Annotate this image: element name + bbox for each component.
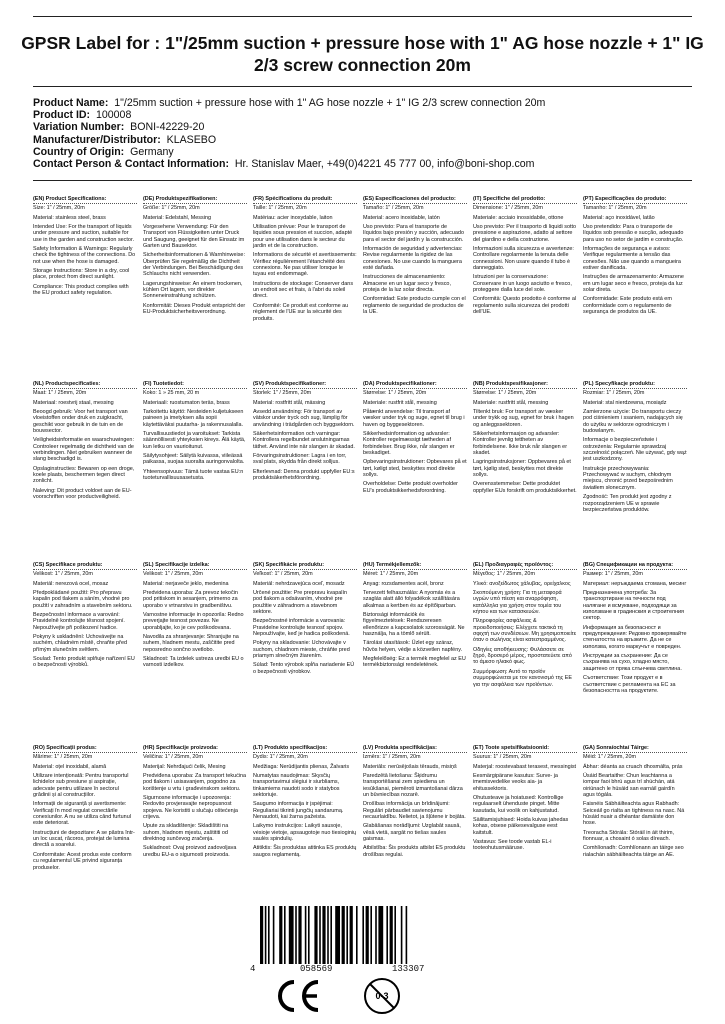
barcode	[258, 906, 468, 964]
origin-row: Country of Origin: Germany	[33, 145, 174, 158]
lang-block: (EN) Product Specifications: Size: 1" / 25mm, 20m Material: stainless steel, brass Intended Use: For the transport of liquids under pressure and suction, suitable for use in the garden and construction sector. Safety Information & Warnings: Regularly check the tightness of the connections. Do not use when the hose is damaged. Storage Instructions: Store in a dry, cool place, protect from direct sunlight. Compliance: This product complies with the EU product safety regulation.	[33, 196, 136, 297]
lang-block: (ES) Especificaciones del producto: Tamaño: 1" / 25mm, 20m Material: acero inoxidable, latón Uso previsto: Para el transporte de líquidos bajo presión y succión, adecuado para el sector del jardín y la construcción. Información de seguridad y advertencias: Revise regularmente la rigidez de las conexiones. No use cuando la manguera esté dañada. Instrucciones de almacenamiento: Almacene en un lugar seco y fresco, proteja de la luz solar directa. Conformidad: Este producto cumple con el reglamento de seguridad de productos de la UE.	[363, 196, 466, 316]
variation-row: Variation Number: BONI-42229-20	[33, 121, 205, 134]
barcode-bar	[322, 906, 325, 964]
barcode-bar	[273, 906, 275, 964]
barcode-bar	[330, 906, 332, 964]
lang-block: (SL) Specifikacije izdelka: Velikost: 1" / 25mm, 20m Material: nerjaveče jeklo, medenina Predvidena uporaba: Za prevoz tekočin pod pritiskom in sesanjem, primerno za uporabo v vrtnarstvu in gradbeništvu. Varnostne informacije in opozorila: Redno preverjajte tesnost povezav. Ne uporabljajte, ko je cev poškodovana. Navodila za shranjevanje: Shranjujte na suhem, hladnem mestu, zaščitite pred neposredno sončno svetlobo. Skladnost: Ta izdelek ustreza uredbi EU o varnosti izdelkov.	[143, 562, 247, 672]
barcode-bar	[305, 906, 307, 964]
barcode-bar	[319, 906, 321, 964]
product-name-row: Product Name: 1"/25mm suction + pressure hose with 1" AG hose nozzle + 1" IG 2/3 screw connection 20m	[33, 97, 546, 109]
barcode-bar	[386, 906, 388, 964]
barcode-bar	[378, 906, 383, 964]
lang-block: (FR) Spécifications du produit: Taille: 1" / 25mm, 20m Matériau: acier inoxydable, laiton Utilisation prévue: Pour le transport de liquides sous pression et succion, adapté pour une utilisation dans le secteur du jardin et de la construction. Informations de sécurité et avertissements: Vérifiez régulièrement l'étanchéité des connexions. Ne pas utiliser lorsque le tuyau est endommagé. Instructions de stockage: Conserver dans un endroit sec et frais, à l'abri du soleil direct. Conformité: Ce produit est conforme au règlement de l'UE sur la sécurité des produits.	[253, 196, 357, 322]
contact-row: Contact Person & Contact Information: Hr. Stanislav Maer, +49(0)4221 45 777 00, info@boni-shop.com	[33, 158, 535, 171]
barcode-bar	[342, 906, 345, 964]
title-rule-top	[33, 16, 692, 17]
lang-block: (ET) Toote spetsifikatsioonid: Suurus: 1" / 25mm, 20m Materjal: roostevabast terasest, messingist Eesmärgipärane kasutus: Surve- ja imemisvedelike veoks aia- ja ehitussektoris. Ohutusteave ja hoiatused: Kontrollige regulaarselt ühenduste pinget. Mitte kasutada, kui voolik on kahjustatud. Säilitamisjuhised: Hoida kuivas jahedas kohas, otsese päikesevalguse eest kaitstult. Vastavus: See toode vastab EL-i tooteohutusmääruse.	[473, 745, 577, 852]
lang-block: (SV) Produktspecifikationer: Storlek: 1" / 25mm, 20m Material: rostfritt stål, mässing Avsedd användning: För transport av vätskor under tryck och sug, lämplig för användning i trädgården och byggsektorn. Säkerhetsinformation och varningar: Kontrollera regelbundet anslutningarnas täthet. Använd inte när slangen är skadad. Förvaringsinstruktioner: Lagra i en torr, sval plats, skydda från direkt solljus. Efterlevnad: Denna produkt uppfyller EU:s produktsäkerhetsförordning.	[253, 381, 357, 484]
barcode-bar	[401, 906, 403, 964]
page-title: GPSR Label for : 1"/25mm suction + pressure hose with 1" AG hose nozzle + 1" IG 2/3 screw connection 20m	[21, 33, 704, 75]
barcode-bar	[260, 906, 263, 964]
barcode-bar	[350, 906, 353, 964]
barcode-bar	[366, 906, 369, 964]
lang-block: (LT) Produkto specifikacijos: Dydis: 1" / 25mm, 20m Medžiaga: Nerūdijantis plienas, Žalvaris Numatytas naudojimas: Skysčių transportavimui slėgiui ir siurbliams, tinkamiems naudoti sodo ir statybos sektoriuje. Saugumo informacija ir įspėjimai: Reguliariai tikrinti jungčių sandarumą. Nenaudoti, kai žarna pažeista. Laikymo instrukcijos: Laikyti sausoje, vėsioje vietoje, apsaugotoje nuo tiesioginių saulės spindulių. Atitiktis: Šis produktas atitinka ES produktų saugos reglamentą.	[253, 745, 357, 858]
svg-text:0-3: 0-3	[375, 991, 389, 1001]
barcode-bar	[370, 906, 372, 964]
barcode-bar	[327, 906, 329, 964]
barcode-bar	[362, 906, 364, 964]
info-rule	[33, 180, 692, 181]
barcode-bar	[375, 906, 377, 964]
lang-block: (NL) Productspecificaties: Maat: 1" / 25mm, 20m Materiaal: roestvrij staal, messing Beoogd gebruik: Voor het transport van vloeistoffen onder druk en zuigkracht, geschikt voor gebruik in de tuin en de bouwsector. Veiligheidsinformatie en waarschuwingen: Controleer regelmatig de dichtheid van de verbindingen. Niet gebruiken wanneer de slang beschadigd is. Opslaginstructies: Bewaren op een droge, koele plaats, beschermen tegen direct zonlicht. Naleving: Dit product voldoet aan de EU-voorschriften voor productveiligheid.	[33, 381, 137, 504]
lang-block: (LV) Produkta specifikācijas: Izmērs: 1" / 25mm, 20m Materiāls: nerūsējošais tērauds, misiņš Paredzētā lietošana: Šķidrumu transportēšanai zem spiediena un iesūkšanai, piemēroti izmantošanai dārza un būvniecības nozarē. Drošības informācija un brīdinājumi: Regulāri pārbaudiet savienojumu necaurlaidību. Nelietot, ja šļūtene ir bojāta. Glabāšanas norādījumi: Uzglabāt sausā, vēsā vietā, sargāt no tiešas saules gaismas. Atbilstība: Šis produkts atbilst ES produktu drošības regulai.	[363, 745, 466, 858]
barcode-bar	[289, 906, 294, 964]
manufacturer-row: Manufacturer/Distributor: KLASEBO	[33, 133, 217, 146]
barcode-bar	[298, 906, 301, 964]
lang-block: (NB) Produktspesifikasjoner: Størrelse: 1" / 25mm, 20m Materiale: rustfritt stål, messing Tiltenkt bruk: For transport av væsker under trykk og sug, egnet for bruk i hagen og anleggssektoren. Sikkerhetsinformasjon og advarsler: Kontroller jevnlig tettheten av forbindelsene. Ikke bruk når slangen er skadet. Lagringsinstruksjoner: Oppbevares på et tørt, kjølig sted, beskyttes mot direkte sollys. Overensstemmelse: Dette produktet oppfyller EUs forskrift om produktsikkerhet.	[473, 381, 577, 494]
barcode-bar	[284, 906, 286, 964]
lang-block: (EL) Προδιαγραφές προϊόντος: Μέγεθος: 1" / 25mm, 20m Υλικό: ανοξείδωτος χάλυβας, ορείχαλκος Σκοπούμενη χρήση: Για τη μεταφορά υγρών υπό πίεση και αναρρόφηση, κατάλληλα για χρήση στον τομέα του κήπου και των κατασκευών. Πληροφορίες ασφάλειας & προειδοποιήσεις: Ελέγχετε τακτικά τη σφιχτή των συνδέσεων. Μη χρησιμοποιείτε όταν ο σωλήνας είναι κατεστραμμένος. Οδηγίες αποθήκευσης: Φυλάσσετε σε ξηρό, δροσερό μέρος, προστατεύετε από το άμεσο ηλιακό φως. Συμμόρφωση: Αυτό το προϊόν συμμορφώνεται με τον κανονισμό της ΕΕ για την ασφάλεια των προϊόντων.	[473, 562, 577, 688]
barcode-digits-right: 133307	[392, 964, 425, 974]
lang-block: (HR) Specifikacije proizvoda: Veličina: 1" / 25mm, 20m Materijal: Nehrđajući čelik, Mesing Predviđena uporaba: Za transport tekućina pod tlakom i usisavanjem, pogodno za korištenje u vrtu i građevinskom sektoru. Sigurnosne informacije i upozorenja: Redovito provjeravajte nepropusnost spojeva. Ne koristiti u slučaju oštećenja crijeva. Upute za skladištenje: Skladištiti na suhom, hladnom mjestu, zaštititi od direktnog sunčevog zračenja. Sukladnost: Ovaj proizvod zadovoljava uredbu EU-a o sigurnosti proizvoda.	[143, 745, 247, 858]
lang-block: (DA) Produktspecifikationer: Størrelse: 1" / 25mm, 20m Materiale: rustfrit stål, messing Påtænkt anvendelse: Til transport af væsker under tryk og suge, egnet til brug i haven og byggesektoren. Sikkerhedsinformation og advarsler: Kontroller regelmæssigt tætheden af forbindelser. Brug ikke, når slangen er beskadiget. Opbevaringsinstruktioner: Opbevares på et tørt, køligt sted, beskyttes mod direkte sollys. Overholdelse: Dette produkt overholder EU's produktsikkerhedsforordning.	[363, 381, 467, 494]
title-rule-bottom	[33, 86, 692, 87]
lang-block: (GA) Sonraíochtaí Táirge: Méid: 1" / 25mm, 20m Ábhar: déanta as cruach dhosmálta, prás Úsáid Beartaithe: Chun leachtanna a iompar faoi bhrú agus trí shúchán, atá oiriúnach le húsáid san earnáil gairdín agus tógála. Faisnéis Sábháilteachta agus Rabhadh: Seiceáil go rialta an tightness na nasc. Ná húsáid nuair a dhéantar damáiste don hose. Treoracha Stórála: Stóráil in áit thirim, fionnuar, a chosaint ó solas díreach. Comhlíonadh: Comhlíonann an táirge seo rialachán sábháilteachta táirge an AE.	[583, 745, 687, 861]
lang-block: (PL) Specyfikacje produktu: Rozmiar: 1" / 25mm, 20m Materiał: stal nierdzewna, mosiądz Zamierzone użycie: Do transportu cieczy pod ciśnieniem i ssaniem, nadających się do użytku w sektorze ogrodniczym i budowlanym. Informacje o bezpieczeństwie i ostrzeżenia: Regularnie sprawdzaj szczelność połączeń. Nie używać, gdy wąż jest uszkodzony. Instrukcje przechowywania: Przechowywać w suchym, chłodnym miejscu, chronić przed bezpośrednim światłem słonecznym. Zgodność: Ten produkt jest zgodny z rozporządzeniem UE w sprawie bezpieczeństwa produktów.	[583, 381, 687, 513]
barcode-bar	[346, 906, 348, 964]
lang-block: (HU) Termékjellemzők: Méret: 1" / 25mm, 20m Anyag: rozsdamentes acél, bronz Tervezett felhasználás: A nyomás és a szaglás alatt álló folyadékok szállítására alkalmas a kertben és az építőiparban. Biztonsági információk és figyelmeztetések: Rendszeresen ellenőrizze a kapcsolatok szorosságát. Ne használja, ha a tömlő sérült. Tárolási utasítások: Üzlet egy száraz, hűvös helyen, védje a közvetlen napfény. Megfelelőség: Ez a termék megfelel az EU termékbiztonsági rendeletének.	[363, 562, 466, 669]
barcode-bar	[390, 906, 393, 964]
barcode-bar	[268, 906, 270, 964]
barcode-bar	[265, 906, 267, 964]
product-id-row: Product ID: 100008	[33, 109, 132, 122]
barcode-digit-lead: 4	[250, 964, 256, 974]
lang-block: (CS) Specifikace produktu: Velikost: 1" / 25mm, 20m Materiál: nerezová ocel, mosaz Předpokládané použití: Pro přepravu kapalin pod tlakem a sáním, vhodné pro použití v zahradním a stavebním sektoru. Bezpečnostní informace a varování: Pravidelně kontrolujte těsnost spojení. Nepoužívejte při poškození hadice. Pokyny k uskladnění: Uchovávejte na suchém, chladném místě, chraňte před přímým slunečním světlem. Soulad: Tento produkt splňuje nařízení EU o bezpečnosti výrobků.	[33, 562, 137, 672]
barcode-digits-left: 058569	[300, 964, 333, 974]
lang-block: (RO) Specificații produs: Mărime: 1" / 25mm, 20m Material: oțel inoxidabil, alamă Utilizare intenționată: Pentru transportul lichidelor sub presiune și aspirație, adecvate pentru utilizare în sectorul grădinii și al construcțiilor. Informații de siguranță și avertismente: Verificați în mod regulat conectările conexiunilor. A nu se utiliza când furtunul este deteriorat. Instrucțiuni de depozitare: A se păstra într-un loc uscat, răcoros, protejat de lumina directă a soarelui. Conformitate: Acest produs este conform cu regulamentul UE privind siguranța produselor.	[33, 745, 137, 874]
barcode-bar	[279, 906, 282, 964]
barcode-bar	[335, 906, 340, 964]
lang-block: (FI) Tuotetiedot: Koko: 1 » 25 mm, 20 m Materiaali: ruostumaton teräs, brass Tarkoitettu käyttö: Nesteiden kuljetukseen paineen ja imetyksen alla sopii käytettäväksi puutarha- ja rakennusalalla. Turvallisuustiedot ja varoitukset: Tarkista säännöllisesti yhteyksien kireys. Älä käytä, kun letku on vaurioitunut. Säilytysohjeet: Säilytä kuivassa, viileässä paikassa, suojaa suoralta auringonvalolta. Yhteensopivuus: Tämä tuote vastaa EU:n tuoteturvallisuusasetusta.	[143, 381, 246, 482]
barcode-bar	[308, 906, 310, 964]
ce-mark-icon	[274, 978, 322, 1014]
lang-block: (PT) Especificações do produto: Tamanho: 1" / 25mm, 20m Material: aço inoxidável, latão Uso pretendido: Para o transporte de líquidos sob pressão e sucção, adequado para uso no setor de jardim e construção. Informações de segurança e avisos: Verifique regularmente a tensão das conexões. Não use quando a mangueira estiver danificada. Instruções de armazenamento: Armazene em um lugar seco e fresco, proteja da luz solar direta. Conformidade: Este produto está em conformidade com o regulamento de segurança de produtos da UE.	[583, 196, 687, 319]
product-info	[33, 97, 698, 170]
lang-block: (DE) Produktspezifikationen: Größe: 1" / 25mm, 20m Material: Edelstahl, Messing Vorgesehene Verwendung: Für den Transport von Flüssigkeiten unter Druck und Saugung, geeignet für den Einsatz im Garten und Bausektor. Sicherheitsinformationen & Warnhinweise: Überprüfen Sie regelmäßig die Dichtheit der Verbindungen. Bei Beschädigung des Schlauchs nicht verwenden. Lagerungshinweise: An einem trockenen, kühlen Ort lagern, vor direkter Sonneneinstrahlung schützen. Konformität: Dieses Produkt entspricht der EU-Produktsicherheitsverordnung.	[143, 196, 246, 316]
barcode-bar	[394, 906, 396, 964]
lang-block: (IT) Specifiche del prodotto: Dimensione: 1" / 25mm, 20m Materiale: acciaio inossidabile, ottone Uso previsto: Per il trasporto di liquidi sotto pressione e aspirazione, adatto al settore del giardino e della costruzione. Informazioni sulla sicurezza e avvertenze: Controllare regolarmente la tenuta delle connessioni. Non usare quando il tubo è danneggiato. Istruzioni per la conservazione: Conservare in un luogo asciutto e fresco, proteggere dalla luce del sole. Conformità: Questo prodotto è conforme al regolamento sulla sicurezza dei prodotti dell'UE.	[473, 196, 577, 316]
barcode-bar	[314, 906, 317, 964]
age-warning-icon	[362, 976, 402, 1016]
barcode-bar	[295, 906, 297, 964]
lang-block: (SK) Špecifikácie produktu: Veľkosť: 1" / 25mm, 20m Materiál: nehrdzavejúca oceľ, mosadz Určené použitie: Pre prepravu kvapalín pod tlakom a odsávaním, vhodné pre použitie v záhradnom a stavebnom sektore. Bezpečnostné informácie a varovania: Pravidelne kontrolujte tesnosť spojov. Nepoužívajte, keď je hadica poškodená. Pokyny na skladovanie: Uchovávajte v suchom, chladnom mieste, chráňte pred priamym slnečným žiarením. Súlad: Tento výrobok spĺňa nariadenie EÚ o bezpečnosti výrobkov.	[253, 562, 357, 678]
barcode-bar	[356, 906, 358, 964]
lang-block: (BG) Спецификации на продукта: Размер: 1" / 25mm, 20m Материал: неръждаема стомана, месинг Предназначена употреба: За транспортиране на течности под налягане и всмукване, подходящи за използване в градинския и строителния сектор. Информация за безопасност и предупреждения: Редовно проверявайте стегнатостта на връзките. Да не се използва, когато маркучът е повреден. Инструкции за съхранение: Да се съхранява на сухо, хладно място, защитено от пряка слънчева светлина. Съответствие: Този продукт е в съответствие с регламента на ЕС за безопасността на продуктите.	[583, 562, 687, 694]
barcode-bar	[406, 906, 408, 964]
